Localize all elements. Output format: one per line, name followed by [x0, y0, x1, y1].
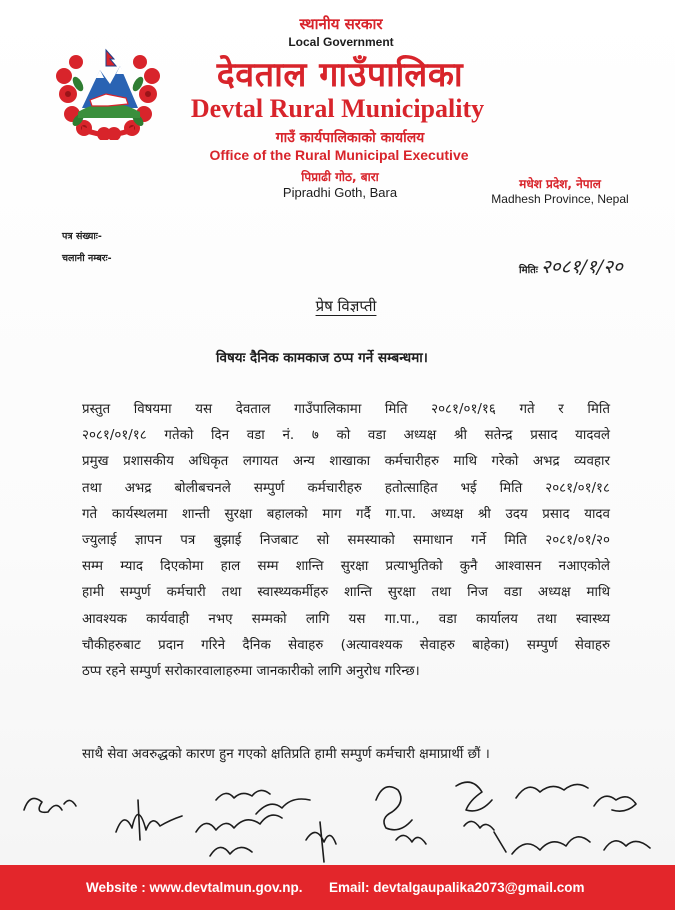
signatures	[20, 770, 660, 870]
signature	[594, 796, 636, 811]
document-title: प्रेष विज्ञप्ती	[315, 297, 377, 315]
date-field	[519, 253, 623, 279]
body-line: प्रस्तुत विषयमा यस देवताल गाउँपालिकामा मिति २०८१/०१/१६ गते र मिति	[82, 402, 610, 417]
province-nepali: मधेश प्रदेश, नेपाल	[519, 177, 601, 191]
website-link[interactable]: Website : www.devtalmun.gov.np.	[86, 880, 303, 895]
body-line: हामी सम्पुर्ण कर्मचारी तथा स्वास्थ्यकर्मीहरु शान्ति सुरक्षा तथा निज वडा अध्यक्ष माथि	[82, 585, 610, 601]
nepal-emblem-icon	[48, 44, 168, 140]
signature	[396, 835, 426, 844]
body-line: आवश्यक कार्यवाही नभए सम्मको लागि यस गा.पा., वडा कार्यालय तथा स्वास्थ्य	[82, 611, 610, 627]
municipality-name-english: Devtal Rural Municipality	[190, 94, 485, 123]
local-government-english: Local Government	[288, 35, 394, 49]
body-line: तथा अभद्र बोलीबचनले सम्पुर्ण कर्मचारीहरु हतोत्साहित भई मिति २०८१/०१/१८	[82, 480, 610, 496]
dispatch-number-label: चलानी नम्बरः-	[62, 253, 112, 264]
body-line: चौकीहरुबाट प्रदान गरिने दैनिक सेवाहरु (अत्यावश्यक सेवाहरु बाहेका) सम्पुर्ण सेवाहरु	[82, 637, 610, 653]
body-line: सम्म म्याद दिएकोमा हाल सम्म शान्ति सुरक्षा प्रत्याभुतिको कुनै आश्वासन नआएकोले	[82, 559, 610, 575]
body-line: २०८१/०१/१८ गतेको दिन वडा नं. ७ को वडा अध्यक्ष श्री सतेन्द्र प्रसाद यादवले	[82, 428, 610, 444]
date-label: मितिः	[519, 265, 538, 276]
signature	[24, 798, 76, 812]
signature	[512, 837, 590, 854]
closing-line: साथै सेवा अवरुद्धको कारण हुन गएको क्षतिप्रति हामी सम्पुर्ण कर्मचारी क्षमाप्रार्थी छौं ।	[82, 747, 490, 762]
signature	[604, 841, 650, 850]
signature	[464, 821, 506, 852]
signature	[456, 782, 492, 811]
signature	[256, 799, 310, 814]
footer-bar	[0, 865, 675, 910]
body-line: ठप्प रहने सम्पुर्ण सरोकारवालाहरुमा जानकारीको लागि अनुरोध गरिन्छ।	[82, 664, 420, 680]
office-name-nepali: गाउँ कार्यपालिकाको कार्यालय	[275, 130, 425, 146]
date-value: २०८१/१/२०	[540, 256, 623, 278]
signature	[516, 784, 588, 798]
municipality-name-nepali: देवताल गाउँपालिका	[216, 55, 464, 95]
signature	[306, 822, 336, 862]
body-paragraph	[82, 397, 610, 685]
signature	[216, 790, 270, 800]
signature	[376, 787, 412, 830]
body-line: गते कार्यस्थलमा शान्ती सुरक्षा बहालको माग गर्दै गा.पा. अध्यक्ष श्री उदय प्रसाद यादव	[82, 506, 610, 522]
letter-number-label: पत्र संख्याः-	[62, 231, 102, 242]
province-english: Madhesh Province, Nepal	[491, 192, 629, 206]
address-english: Pipradhi Goth, Bara	[282, 185, 398, 200]
body-line: प्रमुख प्रशासकीय अधिकृत लगायत अन्य शाखाका कर्मचारीहरु माथि गरेको अभद्र व्यवहार	[82, 454, 610, 470]
address-nepali: पिप्राढी गोठ, बारा	[301, 170, 379, 184]
signature	[196, 815, 282, 856]
local-government-nepali: स्थानीय सरकार	[299, 15, 383, 33]
email-link[interactable]: Email: devtalgaupalika2073@gmail.com	[329, 880, 585, 895]
office-name-english: Office of the Rural Municipal Executive	[209, 147, 469, 163]
signature	[116, 800, 182, 840]
body-line: ज्युलाई ज्ञापन पत्र बुझाई निजबाट सो समस्याको समाधान गर्ने मिति २०८१/०१/२०	[82, 533, 610, 549]
subject-line: विषयः दैनिक कामकाज ठप्प गर्ने सम्बन्धमा।	[216, 350, 428, 366]
